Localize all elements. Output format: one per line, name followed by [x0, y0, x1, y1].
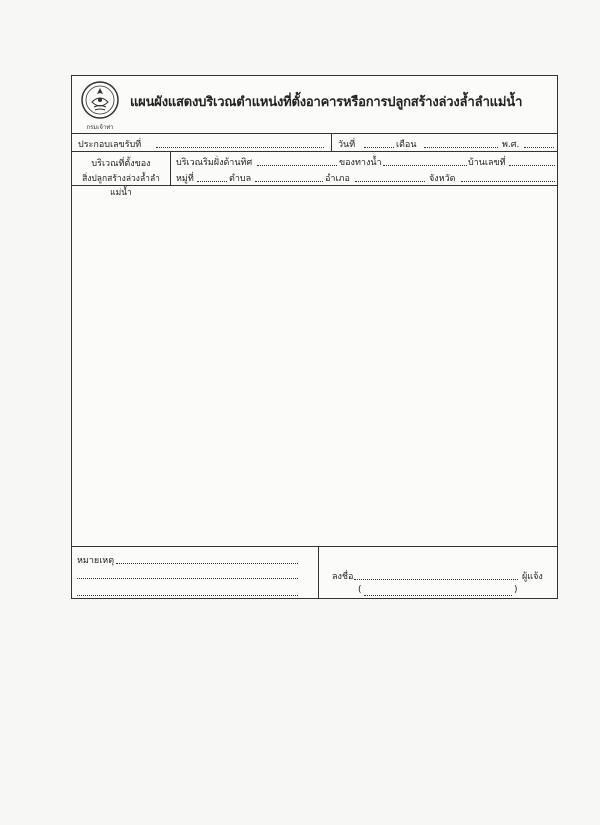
- receipt-number-field[interactable]: [156, 138, 324, 148]
- plan-drawing-area[interactable]: [72, 186, 557, 546]
- seal-caption: กรมเจ้าท่า: [86, 124, 114, 131]
- waterway-label: ของทางน้ำ: [339, 158, 382, 168]
- receipt-number-label: ประกอบเลขรับที่: [78, 140, 142, 150]
- remarks-line-3[interactable]: [77, 586, 298, 596]
- year-label: พ.ศ.: [502, 140, 520, 150]
- house-number-label: บ้านเลขที่: [468, 158, 506, 168]
- marine-department-seal-icon: [80, 80, 120, 120]
- location-label-line2: สิ่งปลูกสร้างล่วงล้ำลำแม่น้ำ: [82, 174, 160, 198]
- month-label: เดือน: [396, 140, 417, 150]
- year-field[interactable]: [524, 138, 554, 148]
- house-number-field[interactable]: [509, 156, 555, 166]
- riverbank-side-label: บริเวณริมฝั่งด้านทิศ: [176, 158, 253, 168]
- remarks-line-1[interactable]: [116, 554, 298, 564]
- subdistrict-label: ตำบล: [229, 174, 252, 184]
- paren-close: ): [514, 585, 518, 595]
- remarks-label: หมายเหตุ: [77, 556, 115, 566]
- receipt-row: [72, 134, 557, 152]
- village-field[interactable]: [197, 172, 227, 182]
- form-header: [72, 76, 557, 134]
- remarks-line-2[interactable]: [77, 569, 298, 579]
- subdistrict-field[interactable]: [255, 172, 323, 182]
- signature-field[interactable]: [354, 570, 518, 580]
- district-field[interactable]: [355, 172, 425, 182]
- province-field[interactable]: [461, 172, 555, 182]
- location-label-line1: บริเวณที่ตั้งของ: [91, 159, 151, 169]
- printed-name-field[interactable]: [364, 586, 512, 596]
- riverbank-side-field[interactable]: [257, 156, 337, 166]
- day-label: วันที่: [338, 140, 356, 150]
- village-label: หมู่ที่: [176, 174, 194, 184]
- waterway-field[interactable]: [383, 156, 467, 166]
- remarks-section: [72, 547, 319, 598]
- province-label: จังหวัด: [429, 174, 456, 184]
- notifier-label: ผู้แจ้ง: [522, 572, 543, 582]
- district-label: อำเภอ: [325, 174, 350, 184]
- location-row: [72, 152, 557, 198]
- month-field[interactable]: [424, 138, 498, 148]
- form-title: แผนผังแสดงบริเวณตำแหน่งที่ตั้งอาคารหรือการปลูกสร้างล่วงล้ำลำแม่น้ำ: [130, 95, 523, 110]
- plan-form: [71, 75, 558, 599]
- signature-section: [318, 547, 557, 598]
- form-footer: [72, 546, 557, 598]
- paren-open: (: [358, 585, 362, 595]
- day-field[interactable]: [364, 138, 394, 148]
- signature-label: ลงชื่อ: [332, 572, 354, 582]
